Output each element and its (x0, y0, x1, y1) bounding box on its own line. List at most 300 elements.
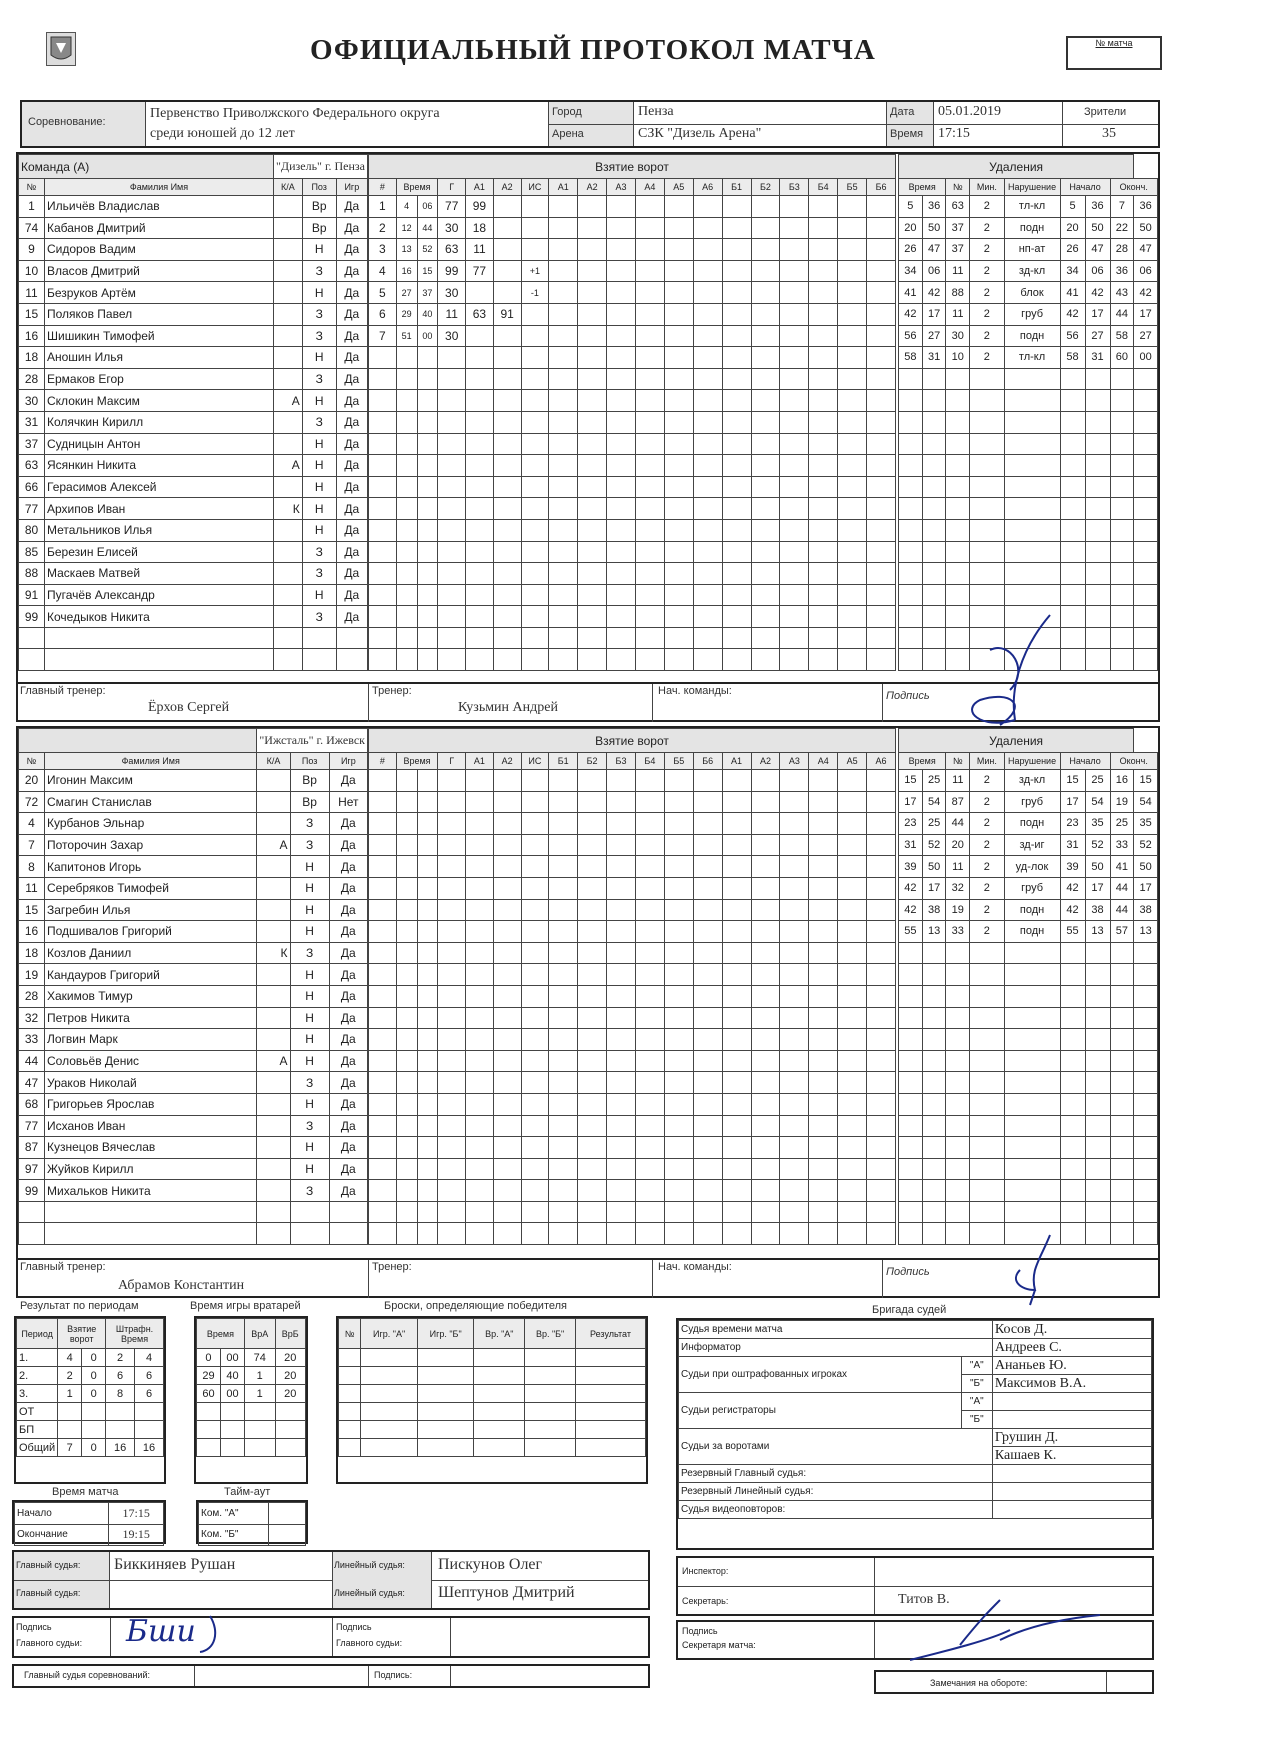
goal-col-header: Б5 (838, 179, 867, 196)
goal-a2 (493, 584, 521, 606)
referee-cell: Ананьев Ю. (992, 1357, 1151, 1375)
goal-m: 4 (396, 196, 417, 218)
player-role (274, 260, 303, 282)
goal-n (369, 541, 397, 563)
goal-is (521, 1137, 549, 1159)
player-name: Исханов Иван (45, 1115, 257, 1137)
goal-m (396, 1029, 417, 1051)
penalty-sm: 15 (1060, 770, 1085, 792)
goal-s (417, 627, 438, 649)
penalty-ss: 17 (1085, 303, 1110, 325)
goal-a1 (466, 390, 494, 412)
team-b-goals-title: Взятие ворот (369, 729, 896, 753)
penalty-min (970, 1137, 1004, 1159)
goal-n (369, 1072, 397, 1094)
penalty-sm (1060, 584, 1085, 606)
penalty-viol: подн (1004, 921, 1060, 943)
goal-s (417, 411, 438, 433)
goal-row (369, 541, 896, 563)
player-number: 63 (19, 455, 45, 477)
goal-col-header: Б5 (664, 753, 693, 770)
penalty-em (1110, 1029, 1134, 1051)
player-plays: Да (329, 1072, 367, 1094)
goal-a2 (493, 411, 521, 433)
line-ref-2: Шептунов Дмитрий (438, 1584, 575, 1601)
goal-is (521, 964, 549, 986)
penalty-no (946, 1115, 970, 1137)
shootout-row (339, 1403, 646, 1421)
penalty-sm: 55 (1060, 921, 1085, 943)
penalty-min: 2 (970, 834, 1004, 856)
goal-m (396, 627, 417, 649)
player-number: 85 (19, 541, 45, 563)
penalty-m (899, 476, 923, 498)
player-plays: Да (336, 498, 367, 520)
penalty-es: 00 (1134, 347, 1158, 369)
goal-s (417, 606, 438, 628)
penalty-es (1134, 985, 1158, 1007)
penalty-s (922, 1093, 946, 1115)
goal-a1: 77 (466, 260, 494, 282)
goal-col-header: А1 (466, 753, 494, 770)
player-name: Логвин Марк (45, 1029, 257, 1051)
player-plays: Да (329, 1115, 367, 1137)
penalty-min: 2 (970, 770, 1004, 792)
goal-s (417, 1158, 438, 1180)
penalty-ss: 06 (1085, 260, 1110, 282)
goal-s (417, 985, 438, 1007)
goal-row (369, 899, 896, 921)
goal-m (396, 1180, 417, 1202)
goal-s (417, 899, 438, 921)
penalty-no (946, 541, 970, 563)
player-row (19, 649, 368, 671)
penalty-col-header: Оконч. (1110, 179, 1157, 196)
team-a-penalties-title: Удаления (899, 155, 1134, 179)
penalty-sm (1060, 368, 1085, 390)
goal-s: 44 (417, 217, 438, 239)
penalty-m: 5 (899, 196, 923, 218)
goal-a2 (493, 1180, 521, 1202)
goal-col-header: Б6 (693, 753, 722, 770)
goal-g (438, 1115, 466, 1137)
penalty-es: 54 (1134, 791, 1158, 813)
penalty-em (1110, 942, 1134, 964)
goal-row (369, 1137, 896, 1159)
penalty-es (1134, 433, 1158, 455)
penalty-viol: подн (1004, 899, 1060, 921)
penalty-sm (1060, 1029, 1085, 1051)
penalty-s (922, 368, 946, 390)
penalty-em: 28 (1110, 239, 1134, 261)
period-p: 3. (17, 1385, 58, 1403)
goal-a1 (466, 476, 494, 498)
penalty-row (899, 325, 1158, 347)
goalie-a (244, 1439, 275, 1457)
player-number: 15 (19, 899, 45, 921)
team-b-head-coach: Абрамов Константин (118, 1278, 245, 1293)
goal-n (369, 1158, 397, 1180)
goal-n (369, 921, 397, 943)
goalie-a (244, 1421, 275, 1439)
player-plays: Да (329, 1180, 367, 1202)
match-end: 19:15 (109, 1524, 164, 1546)
goal-m (396, 1137, 417, 1159)
goal-col-header: Время (396, 179, 438, 196)
goal-col-header: А6 (693, 179, 722, 196)
team-b-head-coach-label: Главный тренер: (20, 1261, 106, 1273)
player-position: Вр (290, 770, 329, 792)
penalty-row (899, 1115, 1158, 1137)
team-a-label: Команда (А) (19, 155, 274, 179)
referee-cell: "А" (961, 1393, 992, 1411)
goal-a1: 63 (466, 303, 494, 325)
player-row (19, 196, 368, 218)
penalty-ss (1085, 1029, 1110, 1051)
goal-n (369, 455, 397, 477)
penalty-row (899, 1180, 1158, 1202)
penalty-sm (1060, 1115, 1085, 1137)
player-row (19, 1029, 368, 1051)
goal-a2 (493, 239, 521, 261)
goal-a1 (466, 541, 494, 563)
player-plays: Да (336, 411, 367, 433)
period-gb: 0 (82, 1385, 106, 1403)
player-plays: Да (336, 433, 367, 455)
goal-a1 (466, 1158, 494, 1180)
player-row (19, 390, 368, 412)
shootout-header: Игр. "Б" (417, 1319, 473, 1349)
player-row (19, 347, 368, 369)
goal-col-header: ИС (521, 753, 549, 770)
goal-row (369, 196, 896, 218)
penalty-sm: 42 (1060, 303, 1085, 325)
penalty-m (899, 1158, 923, 1180)
penalty-ss (1085, 563, 1110, 585)
team-a-goals-title: Взятие ворот (369, 155, 896, 179)
penalty-ss (1085, 1093, 1110, 1115)
referee-cell (992, 1483, 1151, 1501)
team-a-captain-label: Нач. команды: (658, 685, 732, 697)
goal-col-header: Б4 (809, 179, 838, 196)
goal-row (369, 498, 896, 520)
period-pb: 6 (135, 1385, 164, 1403)
goal-n (369, 834, 397, 856)
player-plays: Да (329, 856, 367, 878)
penalty-em (1110, 1072, 1134, 1094)
goal-g (438, 899, 466, 921)
goal-m (396, 877, 417, 899)
goal-s (417, 1201, 438, 1223)
penalty-min (970, 563, 1004, 585)
goal-g (438, 347, 466, 369)
penalty-s: 54 (922, 791, 946, 813)
player-position: Н (302, 390, 336, 412)
player-plays: Да (336, 260, 367, 282)
player-role (257, 1007, 290, 1029)
referee-row (679, 1483, 1152, 1501)
penalty-ss (1085, 1007, 1110, 1029)
penalty-em (1110, 1007, 1134, 1029)
goal-is (521, 813, 549, 835)
player-role (274, 411, 303, 433)
penalty-ss: 13 (1085, 921, 1110, 943)
player-row (19, 498, 368, 520)
player-role (257, 985, 290, 1007)
period-ga (58, 1421, 82, 1439)
penalty-min (970, 1050, 1004, 1072)
timeout-table (196, 1500, 308, 1544)
penalty-no (946, 368, 970, 390)
goalie-a: 1 (244, 1385, 275, 1403)
goal-n (369, 498, 397, 520)
penalty-s (922, 476, 946, 498)
player-number: 15 (19, 303, 45, 325)
penalty-m (899, 1072, 923, 1094)
goal-row (369, 649, 896, 671)
penalty-m (899, 541, 923, 563)
player-number: 7 (19, 834, 45, 856)
penalty-min: 2 (970, 791, 1004, 813)
player-name: Григорьев Ярослав (45, 1093, 257, 1115)
goal-row (369, 1201, 896, 1223)
goal-g (438, 834, 466, 856)
penalty-m (899, 1115, 923, 1137)
player-name: Михальков Никита (45, 1180, 257, 1202)
team-a-signature-label: Подпись (886, 690, 930, 702)
player-number: 37 (19, 433, 45, 455)
team-a-name: "Дизель" г. Пенза (274, 155, 368, 179)
penalty-row (899, 563, 1158, 585)
goal-s (417, 390, 438, 412)
penalty-no: 44 (946, 813, 970, 835)
remarks-label: Замечания на обороте: (930, 1678, 1028, 1688)
goalie-row (197, 1367, 306, 1385)
penalty-no (946, 1007, 970, 1029)
goal-is (521, 217, 549, 239)
goal-col-header: А1 (722, 753, 751, 770)
penalty-m: 15 (899, 770, 923, 792)
player-row (19, 877, 368, 899)
shootout-header: Вр. "А" (474, 1319, 525, 1349)
goalie-s (220, 1439, 244, 1457)
player-row (19, 1201, 368, 1223)
penalty-ss: 17 (1085, 877, 1110, 899)
penalty-es: 52 (1134, 834, 1158, 856)
penalty-ss: 50 (1085, 856, 1110, 878)
goal-g (438, 368, 466, 390)
periods-table (14, 1316, 166, 1484)
referees-title: Бригада судей (872, 1304, 947, 1316)
penalty-es: 36 (1134, 196, 1158, 218)
goal-is (521, 649, 549, 671)
penalty-s (922, 1201, 946, 1223)
referee-cell: Информатор (679, 1339, 993, 1357)
main-ref-signature-box (12, 1616, 650, 1658)
penalty-min: 2 (970, 325, 1004, 347)
remarks-box (874, 1670, 1154, 1694)
goal-m: 12 (396, 217, 417, 239)
goal-a1 (466, 563, 494, 585)
player-plays: Да (329, 1050, 367, 1072)
penalty-viol (1004, 476, 1060, 498)
penalty-s: 52 (922, 834, 946, 856)
goal-row (369, 985, 896, 1007)
goal-s (417, 455, 438, 477)
penalty-s: 25 (922, 813, 946, 835)
penalty-m (899, 1093, 923, 1115)
penalty-m (899, 1007, 923, 1029)
penalty-viol (1004, 1180, 1060, 1202)
goal-m (396, 1093, 417, 1115)
player-number: 32 (19, 1007, 45, 1029)
penalty-min: 2 (970, 196, 1004, 218)
player-plays: Да (329, 1158, 367, 1180)
penalty-sm (1060, 1158, 1085, 1180)
player-name: Соловьёв Денис (45, 1050, 257, 1072)
player-position: Н (290, 877, 329, 899)
goalie-s: 00 (220, 1385, 244, 1403)
goal-n (369, 899, 397, 921)
penalty-es: 27 (1134, 325, 1158, 347)
penalty-s: 50 (922, 856, 946, 878)
goalie-b (275, 1403, 305, 1421)
goal-row (369, 834, 896, 856)
line-ref-sig-label1: Подпись (336, 1622, 372, 1632)
goal-a1 (466, 1050, 494, 1072)
player-name: Поляков Павел (45, 303, 274, 325)
player-number: 77 (19, 498, 45, 520)
penalty-m: 26 (899, 239, 923, 261)
goal-a1 (466, 282, 494, 304)
player-position: Н (302, 519, 336, 541)
goal-s (417, 834, 438, 856)
goal-a2 (493, 260, 521, 282)
goal-s (417, 541, 438, 563)
player-position: З (290, 1072, 329, 1094)
player-name: Склокин Максим (45, 390, 274, 412)
penalty-es (1134, 476, 1158, 498)
goal-a1 (466, 834, 494, 856)
goalie-m (197, 1421, 221, 1439)
goal-n (369, 627, 397, 649)
goalie-m: 29 (197, 1367, 221, 1385)
goal-a1: 18 (466, 217, 494, 239)
penalty-row (899, 196, 1158, 218)
penalty-no: 11 (946, 856, 970, 878)
referee-cell: Судья времени матча (679, 1321, 993, 1339)
goalie-b: 20 (275, 1349, 305, 1367)
period-row (17, 1439, 164, 1457)
penalty-viol (1004, 584, 1060, 606)
penalty-s (922, 433, 946, 455)
penalty-sm: 39 (1060, 856, 1085, 878)
penalty-no (946, 1072, 970, 1094)
penalty-m: 34 (899, 260, 923, 282)
penalty-ss (1085, 606, 1110, 628)
player-plays: Да (329, 813, 367, 835)
goal-n (369, 1007, 397, 1029)
penalty-col-header: № (946, 179, 970, 196)
goal-g (438, 791, 466, 813)
player-plays: Да (329, 1137, 367, 1159)
goal-row (369, 1072, 896, 1094)
penalty-m (899, 584, 923, 606)
penalty-no (946, 1223, 970, 1245)
col-pos: Поз (302, 179, 336, 196)
inspector-label: Инспектор: (682, 1566, 729, 1576)
main-ref-label-1: Главный судья: (16, 1560, 81, 1570)
penalty-col-header: Нарушение (1004, 753, 1060, 770)
player-number: 72 (19, 791, 45, 813)
referee-cell: Грушин Д. (992, 1429, 1151, 1447)
penalty-es: 50 (1134, 856, 1158, 878)
goal-col-header: А6 (867, 753, 896, 770)
goal-s (417, 519, 438, 541)
goal-is (521, 584, 549, 606)
penalty-em (1110, 649, 1134, 671)
player-role (257, 1072, 290, 1094)
goalie-b (275, 1439, 305, 1457)
player-number: 99 (19, 1180, 45, 1202)
penalty-no: 33 (946, 921, 970, 943)
goal-s (417, 368, 438, 390)
period-ga (58, 1403, 82, 1421)
penalty-em (1110, 1137, 1134, 1159)
penalty-min: 2 (970, 899, 1004, 921)
goal-m (396, 649, 417, 671)
penalty-m: 20 (899, 217, 923, 239)
penalty-ss (1085, 985, 1110, 1007)
penalty-min (970, 985, 1004, 1007)
penalty-col-header: Время (899, 753, 946, 770)
penalty-em (1110, 433, 1134, 455)
period-row (17, 1403, 164, 1421)
goal-n (369, 813, 397, 835)
penalty-em: 57 (1110, 921, 1134, 943)
penalty-m (899, 498, 923, 520)
player-plays: Да (336, 347, 367, 369)
player-name: Колячкин Кирилл (45, 411, 274, 433)
match-number-box[interactable] (1066, 36, 1162, 70)
penalty-no: 37 (946, 239, 970, 261)
penalty-es (1134, 1072, 1158, 1094)
period-goals-header: Взятие ворот (58, 1319, 106, 1349)
goalie-a-header: ВрА (244, 1319, 275, 1349)
player-position: Н (290, 1029, 329, 1051)
goal-a2 (493, 813, 521, 835)
goal-s (417, 813, 438, 835)
penalty-m: 39 (899, 856, 923, 878)
penalty-ss: 38 (1085, 899, 1110, 921)
goalie-s: 00 (220, 1349, 244, 1367)
penalty-viol: блок (1004, 282, 1060, 304)
player-number: 9 (19, 239, 45, 261)
goal-m (396, 921, 417, 943)
penalty-ss (1085, 390, 1110, 412)
player-name: Кандауров Григорий (45, 964, 257, 986)
player-number: 1 (19, 196, 45, 218)
goal-s: 40 (417, 303, 438, 325)
goal-g (438, 1201, 466, 1223)
penalty-ss (1085, 1158, 1110, 1180)
goalie-s (220, 1421, 244, 1439)
penalty-sm (1060, 476, 1085, 498)
goal-n (369, 791, 397, 813)
penalty-es (1134, 498, 1158, 520)
player-row (19, 1072, 368, 1094)
penalty-viol: зд-кл (1004, 260, 1060, 282)
